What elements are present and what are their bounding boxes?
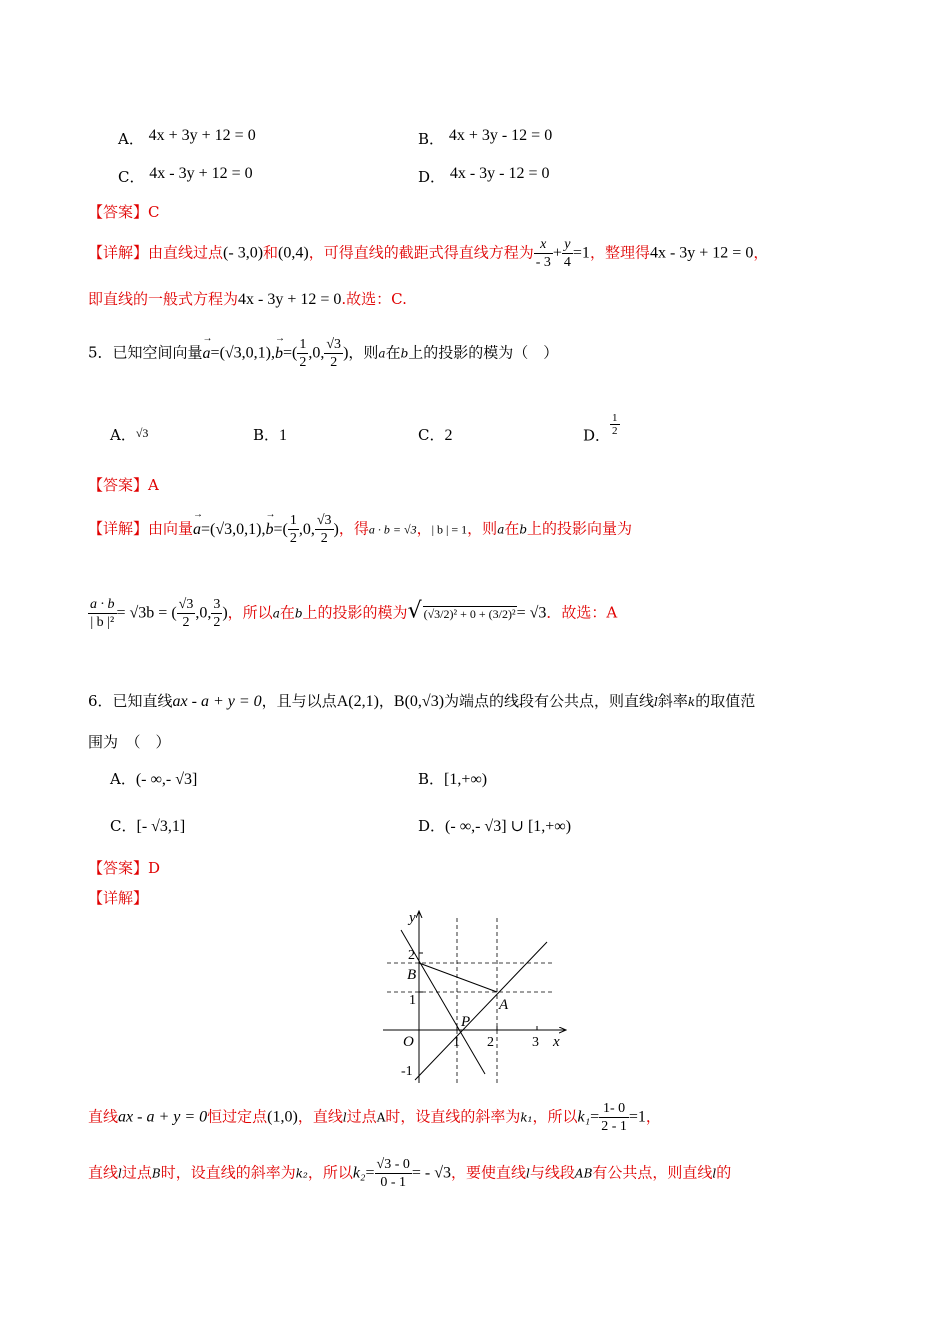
option-text: (- ∞,- √3] [135, 771, 198, 788]
detail-text: 由直线过点 [148, 243, 224, 262]
denominator: 0 - 1 [380, 1175, 407, 1190]
stem-text: 在 [385, 343, 401, 362]
segment-ab [419, 963, 497, 992]
option-text: [1,+∞) [444, 771, 488, 788]
q5-stem [88, 336, 558, 371]
denominator: 2 [182, 615, 190, 630]
punct: ， [753, 243, 769, 262]
var-a: a [378, 346, 386, 361]
detail-text: ，则 [467, 519, 498, 538]
q6-detail-line2: 直线l过点B时，设直线的斜率为k₂，所以k₂= $\frac{√3 - 0}{0 - 1}$ = - √3，要使直线l与线段AB有公共点，则直线l的 [88, 1157, 732, 1190]
q5-answer: 【答案】A [88, 476, 159, 494]
detail-text: 和 [263, 243, 279, 262]
paren: ) [333, 520, 339, 538]
option-text: 2 [444, 427, 453, 444]
question-number: 5．已知空间向量 [88, 343, 203, 362]
var-l: l [654, 695, 658, 709]
q5-option-a [110, 424, 148, 445]
var-k: k [687, 695, 696, 709]
q6-detail-line1: 直线ax - a + y = 0恒过定点(1,0)，直线l过点A时，设直线的斜率为k₁，所以k₁= $\frac{1- 0}{2 - 1}$ =1， [88, 1101, 661, 1134]
detail-text: ，所以 [532, 1107, 578, 1126]
option-text: 4x + 3y + 12 = 0 [148, 127, 256, 144]
numerator: √3 [178, 597, 194, 612]
paren: ) [343, 344, 349, 362]
option-text: √3 [135, 426, 149, 440]
numerator: √3 [316, 513, 332, 528]
detail-text: .故选：C. [341, 290, 407, 308]
paren: =( [283, 344, 298, 362]
fraction [177, 596, 196, 631]
detail-text: 过点 [121, 1163, 152, 1182]
fraction [324, 336, 343, 371]
vector-a: → a [193, 521, 201, 539]
option-label: D． [418, 168, 446, 186]
numerator: a · b [90, 597, 115, 612]
q5-detail-line2: $\frac{a \cdot b}{\text{| b |²}}$ = √3b = ( $\frac{√3}{2}$ ,0, $\frac{3}{2}$ )，所以a在b上的投影的模为√ (√3/2)² + 0 + (3/2)²= √3．故选：A [90, 597, 618, 630]
detail-text: 在 [279, 603, 295, 622]
q4-detail-line1 [88, 236, 768, 271]
result: = - √3 [411, 1164, 452, 1182]
detail-text: 直线 [88, 1107, 119, 1126]
fraction [297, 336, 308, 371]
q4-option-b [418, 128, 552, 149]
q5-option-d [583, 412, 620, 449]
fraction [315, 512, 334, 547]
tick-x-1: 1 [453, 1035, 460, 1050]
var-k1: k₁ [520, 1110, 533, 1125]
var-b: b [519, 522, 528, 537]
option-label: C． [110, 817, 137, 835]
detail-text: 与线段 [529, 1163, 575, 1182]
fraction [211, 596, 222, 631]
q5-detail-line1 [88, 512, 632, 547]
point-b-label: B [407, 967, 417, 983]
q4-detail-line2 [88, 288, 407, 309]
var-k2: k₂ [352, 1164, 366, 1182]
q5-option-c [418, 424, 452, 445]
punct: ， [645, 1107, 661, 1126]
var-a: a [272, 606, 280, 621]
detail-text: ，所以 [227, 603, 273, 622]
q6-option-a [110, 768, 197, 789]
radicand: (√3/2)² + 0 + (3/2)² [423, 606, 516, 621]
fraction [534, 236, 553, 271]
stem-text: 上的投影的模为（ ） [408, 343, 559, 362]
vector-b: → b [266, 521, 274, 539]
q6-option-d [418, 815, 571, 836]
detail-text: ，可得直线的截距式得直线方程为 [308, 243, 534, 262]
line-equation: ax - a + y = 0 [118, 1108, 208, 1126]
var-l: l [526, 1166, 530, 1181]
denominator: 2 - 1 [601, 1119, 627, 1134]
detail-tag: 【详解】 [88, 519, 149, 538]
var-l: l [712, 1166, 717, 1181]
q6-option-b [418, 768, 487, 789]
vector-a: → a [203, 345, 211, 363]
denominator: - 3 [535, 255, 551, 270]
detail-text: 在 [504, 519, 520, 538]
detail-text: ，直线 [297, 1107, 343, 1126]
comp: ,0, [195, 604, 212, 622]
result: = √3 [516, 604, 547, 622]
option-label: B． [418, 770, 445, 788]
denominator: 2 [320, 531, 328, 546]
projection: = √3b = ( [116, 604, 177, 622]
modulus: | b | = 1 [431, 522, 468, 537]
numerator: 1 [612, 412, 618, 424]
var-b: B [151, 1166, 161, 1181]
fixed-point: (1,0) [267, 1108, 298, 1126]
q4-answer: 【答案】C [88, 203, 160, 221]
vector-b: → b [275, 345, 283, 363]
denominator: 2 [299, 355, 307, 370]
option-label: C． [418, 426, 445, 444]
detail-text: 有公共点，则直线 [592, 1163, 713, 1182]
numerator: x [534, 236, 553, 254]
var-k2: k₂ [295, 1166, 308, 1181]
tick-y-2: 2 [408, 948, 415, 963]
tick-y-minus1: -1 [401, 1064, 413, 1079]
vector-value: =(√3,0,1), [201, 520, 266, 538]
numerator: √3 - 0 [376, 1157, 410, 1172]
detail-text: 过点 [346, 1107, 377, 1126]
option-label: B． [253, 426, 280, 444]
fraction [288, 512, 299, 547]
detail-tag: 【详解】 [88, 243, 149, 262]
paren: =( [273, 520, 288, 538]
option-text: 4x - 3y - 12 = 0 [449, 165, 550, 182]
q6-answer: 【答案】D [88, 859, 161, 877]
detail-text: 时，设直线的斜率为 [385, 1107, 521, 1126]
tick-x-3: 3 [532, 1035, 539, 1050]
q5-option-b [253, 424, 287, 445]
fraction [610, 412, 620, 437]
numerator: √3 [326, 337, 342, 352]
point-a: A(2,1) [336, 693, 379, 710]
detail-text: 即直线的一般式方程为 [88, 290, 239, 308]
comp: ,0, [308, 344, 325, 362]
option-text: [- √3,1] [136, 818, 186, 835]
point: (0,4) [278, 244, 309, 262]
option-text: (- ∞,- √3] ∪ [1,+∞) [445, 818, 572, 835]
punct: ， [378, 692, 394, 710]
point-b: B(0,√3) [393, 693, 445, 710]
q4-option-a [118, 128, 256, 149]
plus-sign: + [552, 244, 562, 262]
detail-text: ．故选：A [546, 603, 618, 622]
detail-text: ，所以 [307, 1163, 353, 1182]
denominator: 2 [612, 425, 618, 437]
option-label: D． [418, 817, 446, 835]
equation: 4x - 3y + 12 = 0 [238, 291, 342, 308]
option-text: 4x + 3y - 12 = 0 [448, 127, 553, 144]
detail-text: 时，设直线的斜率为 [160, 1163, 296, 1182]
var-b: b [294, 606, 303, 621]
var-l: l [118, 1166, 122, 1181]
fraction [88, 596, 117, 631]
detail-text: 上的投影向量为 [527, 519, 633, 538]
numerator: y [562, 236, 573, 254]
numerator: 3 [213, 597, 221, 612]
option-label: D． [583, 426, 611, 445]
option-text: 1 [279, 427, 288, 444]
var-l: l [342, 1110, 347, 1125]
fraction [562, 236, 573, 271]
origin-label: O [403, 1034, 414, 1050]
stem-text: ，则 [348, 343, 379, 362]
detail-text: ，得 [338, 519, 369, 538]
stem-text: 为端点的线段有公共点，则直线 [444, 692, 655, 710]
stem-text: ，且与以点 [261, 692, 337, 710]
vector-value: =(√3,0,1), [210, 344, 276, 362]
tick-y-1: 1 [409, 993, 416, 1008]
detail-text: 上的投影的模为 [302, 603, 408, 622]
q6-option-c [110, 815, 185, 836]
denominator: 2 [213, 615, 221, 630]
denominator: 2 [330, 355, 338, 370]
stem-text: 斜率 [657, 692, 688, 710]
segment-ab: AB [574, 1166, 593, 1181]
detail-text: 由向量 [148, 519, 194, 538]
option-label: C． [118, 168, 145, 186]
var-a: a [497, 522, 505, 537]
detail-text: ，整理得 [589, 243, 650, 262]
numerator: 1 [299, 337, 307, 352]
q6-stem-line2: 围为 （ ） [88, 733, 171, 751]
fraction [375, 1156, 412, 1191]
q6-detail-tag: 【详解】 [88, 889, 149, 907]
option-text: 4x - 3y + 12 = 0 [149, 165, 253, 182]
result: =1 [628, 1108, 646, 1126]
point: (- 3,0) [223, 244, 264, 262]
q6-stem-line1 [88, 690, 755, 711]
equation-rhs: =1 [572, 244, 590, 262]
tick-x-2: 2 [487, 1035, 494, 1050]
x-axis-label: x [553, 1034, 560, 1050]
numerator: 1- 0 [599, 1100, 629, 1118]
question-number: 6．已知直线 [88, 692, 173, 710]
punct: ， [416, 519, 432, 538]
detail-text: ，要使直线 [451, 1163, 527, 1182]
option-label: B． [418, 130, 445, 148]
y-axis-label: y [409, 910, 416, 926]
equation: 4x - 3y + 12 = 0 [649, 244, 754, 262]
denominator: | b |² [90, 615, 115, 630]
detail-text: 的 [716, 1163, 732, 1182]
option-label: A． [110, 426, 136, 444]
option-label: A． [110, 770, 136, 788]
var-b: b [400, 346, 409, 361]
q4-option-c [118, 166, 253, 187]
point-p-label: P [461, 1014, 471, 1030]
fraction [599, 1100, 629, 1135]
detail-text: 恒过定点 [207, 1107, 268, 1126]
var-a: A [376, 1110, 386, 1125]
comp: ,0, [298, 520, 315, 538]
paren: ) [222, 604, 228, 622]
dot-product: a · b = √3 [368, 522, 417, 537]
line-equation: ax - a + y = 0 [172, 693, 262, 710]
denominator: 4 [563, 255, 571, 270]
q6-graph [375, 908, 575, 1088]
q4-option-d [418, 166, 550, 187]
option-label: A． [118, 130, 144, 148]
denominator: 2 [289, 531, 297, 546]
point-a-label: A [499, 997, 509, 1013]
numerator: 1 [289, 513, 297, 528]
var-k1: k₁ [577, 1108, 591, 1126]
detail-text: 直线 [88, 1163, 119, 1182]
stem-text: 的取值范 [695, 692, 756, 710]
